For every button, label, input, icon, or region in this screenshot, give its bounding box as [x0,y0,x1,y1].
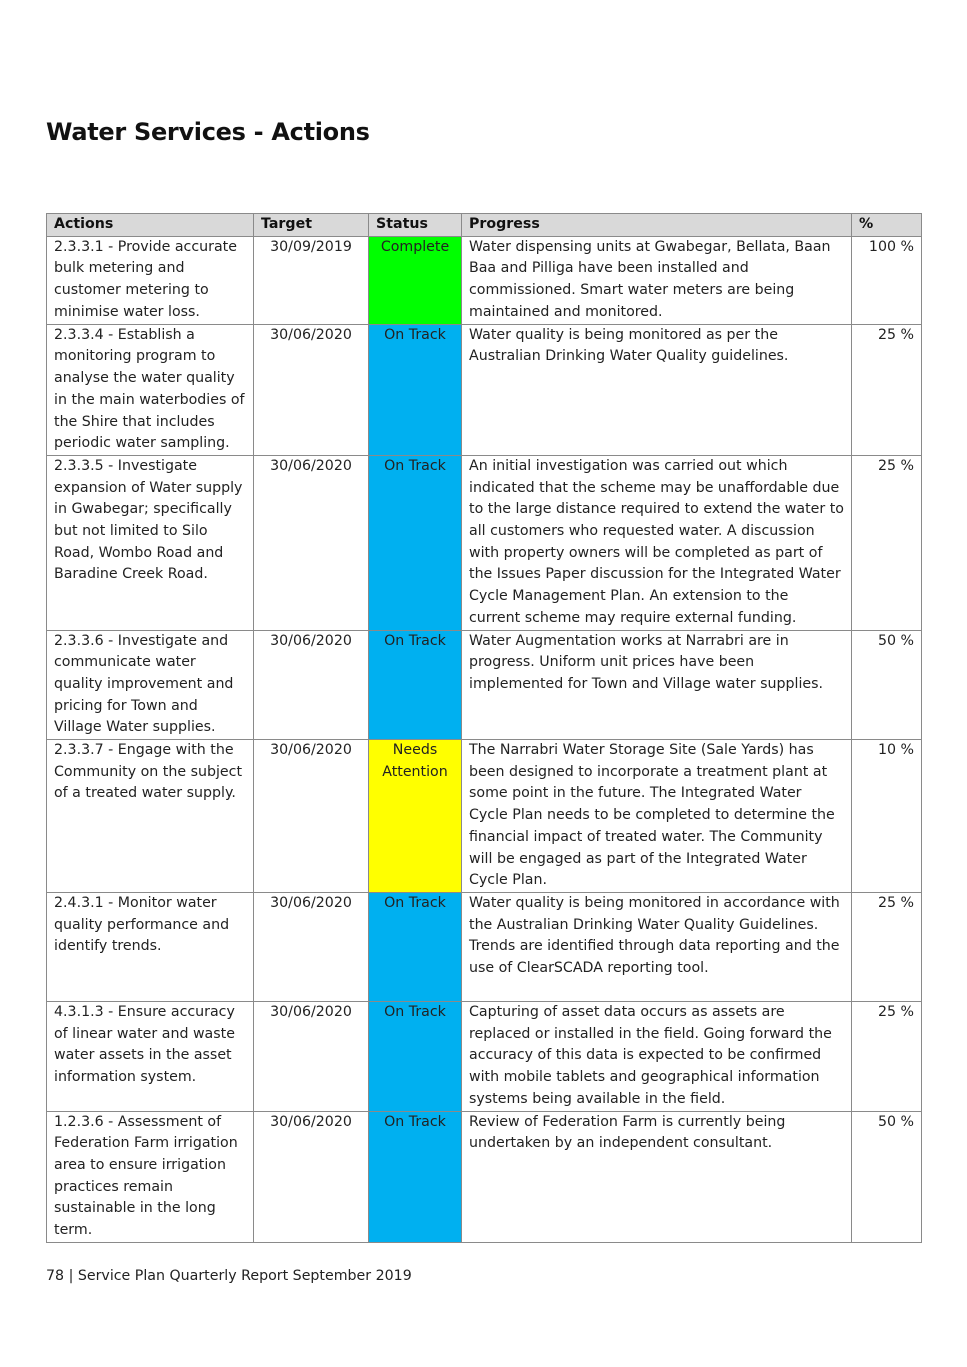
status-cell: On Track [369,630,462,740]
page-title: Water Services - Actions [46,118,370,146]
progress-cell: Water quality is being monitored in accordance with the Australian Drinking Water Quality Guidelines. Trends are identified through data reporting and the use of ClearSCADA reporting tool. [462,892,852,1001]
status-cell: On Track [369,324,462,455]
status-cell: On Track [369,1001,462,1111]
header-actions: Actions [47,214,254,237]
action-cell: 2.3.3.7 - Engage with the Community on the subject of a treated water supply. [47,740,254,893]
status-cell: On Track [369,892,462,1001]
action-cell: 2.3.3.4 - Establish a monitoring program to analyse the water quality in the main waterbodies of the Shire that includes periodic water sampling. [47,324,254,455]
action-cell: 2.4.3.1 - Monitor water quality performance and identify trends. [47,892,254,1001]
table-row [47,455,922,630]
target-cell: 30/06/2020 [254,892,369,1001]
percent-cell: 10 % [852,740,922,893]
progress-cell: An initial investigation was carried out which indicated that the scheme may be unaffordable due to the large distance required to extend the water to all customers who requested water. A discussion with property owners will be completed as part of the Issues Paper discussion for the Integrated Water Cycle Management Plan. An extension to the current scheme may require external funding. [462,455,852,630]
status-cell: Complete [369,236,462,324]
progress-cell: Capturing of asset data occurs as assets are replaced or installed in the field. Going forward the accuracy of this data is expected to be confirmed with mobile tablets and geographical information systems being available in the field. [462,1001,852,1111]
target-cell: 30/06/2020 [254,1111,369,1242]
header-target: Target [254,214,369,237]
status-cell: On Track [369,455,462,630]
actions-table [46,213,922,1243]
table-row [47,740,922,893]
page-footer: 78 | Service Plan Quarterly Report September 2019 [46,1268,412,1284]
percent-cell: 50 % [852,1111,922,1242]
header-percent: % [852,214,922,237]
target-cell: 30/09/2019 [254,236,369,324]
progress-cell: Review of Federation Farm is currently being undertaken by an independent consultant. [462,1111,852,1242]
action-cell: 2.3.3.5 - Investigate expansion of Water supply in Gwabegar; specifically but not limited to Silo Road, Wombo Road and Baradine Creek Road. [47,455,254,630]
action-cell: 1.2.3.6 - Assessment of Federation Farm irrigation area to ensure irrigation practices remain sustainable in the long term. [47,1111,254,1242]
progress-cell: Water Augmentation works at Narrabri are in progress. Uniform unit prices have been implemented for Town and Village water supplies. [462,630,852,740]
progress-cell: Water quality is being monitored as per the Australian Drinking Water Quality guidelines. [462,324,852,455]
target-cell: 30/06/2020 [254,630,369,740]
table-row [47,324,922,455]
table-row [47,1111,922,1242]
percent-cell: 25 % [852,455,922,630]
action-cell: 4.3.1.3 - Ensure accuracy of linear water and waste water assets in the asset information system. [47,1001,254,1111]
percent-cell: 25 % [852,1001,922,1111]
table-row [47,630,922,740]
target-cell: 30/06/2020 [254,324,369,455]
percent-cell: 100 % [852,236,922,324]
header-progress: Progress [462,214,852,237]
percent-cell: 25 % [852,892,922,1001]
target-cell: 30/06/2020 [254,455,369,630]
table-row [47,236,922,324]
target-cell: 30/06/2020 [254,740,369,893]
status-cell: On Track [369,1111,462,1242]
header-status: Status [369,214,462,237]
percent-cell: 50 % [852,630,922,740]
progress-cell: The Narrabri Water Storage Site (Sale Yards) has been designed to incorporate a treatment plant at some point in the future. The Integrated Water Cycle Plan needs to be completed to determine the financial impact of treated water. The Community will be engaged as part of the Integrated Water Cycle Plan. [462,740,852,893]
percent-cell: 25 % [852,324,922,455]
status-cell: Needs Attention [369,740,462,893]
action-cell: 2.3.3.1 - Provide accurate bulk metering and customer metering to minimise water loss. [47,236,254,324]
progress-cell: Water dispensing units at Gwabegar, Bellata, Baan Baa and Pilliga have been installed and commissioned. Smart water meters are being maintained and monitored. [462,236,852,324]
table-header-row [47,214,922,237]
action-cell: 2.3.3.6 - Investigate and communicate water quality improvement and pricing for Town and Village Water supplies. [47,630,254,740]
target-cell: 30/06/2020 [254,1001,369,1111]
table-row [47,1001,922,1111]
table-row [47,892,922,1001]
